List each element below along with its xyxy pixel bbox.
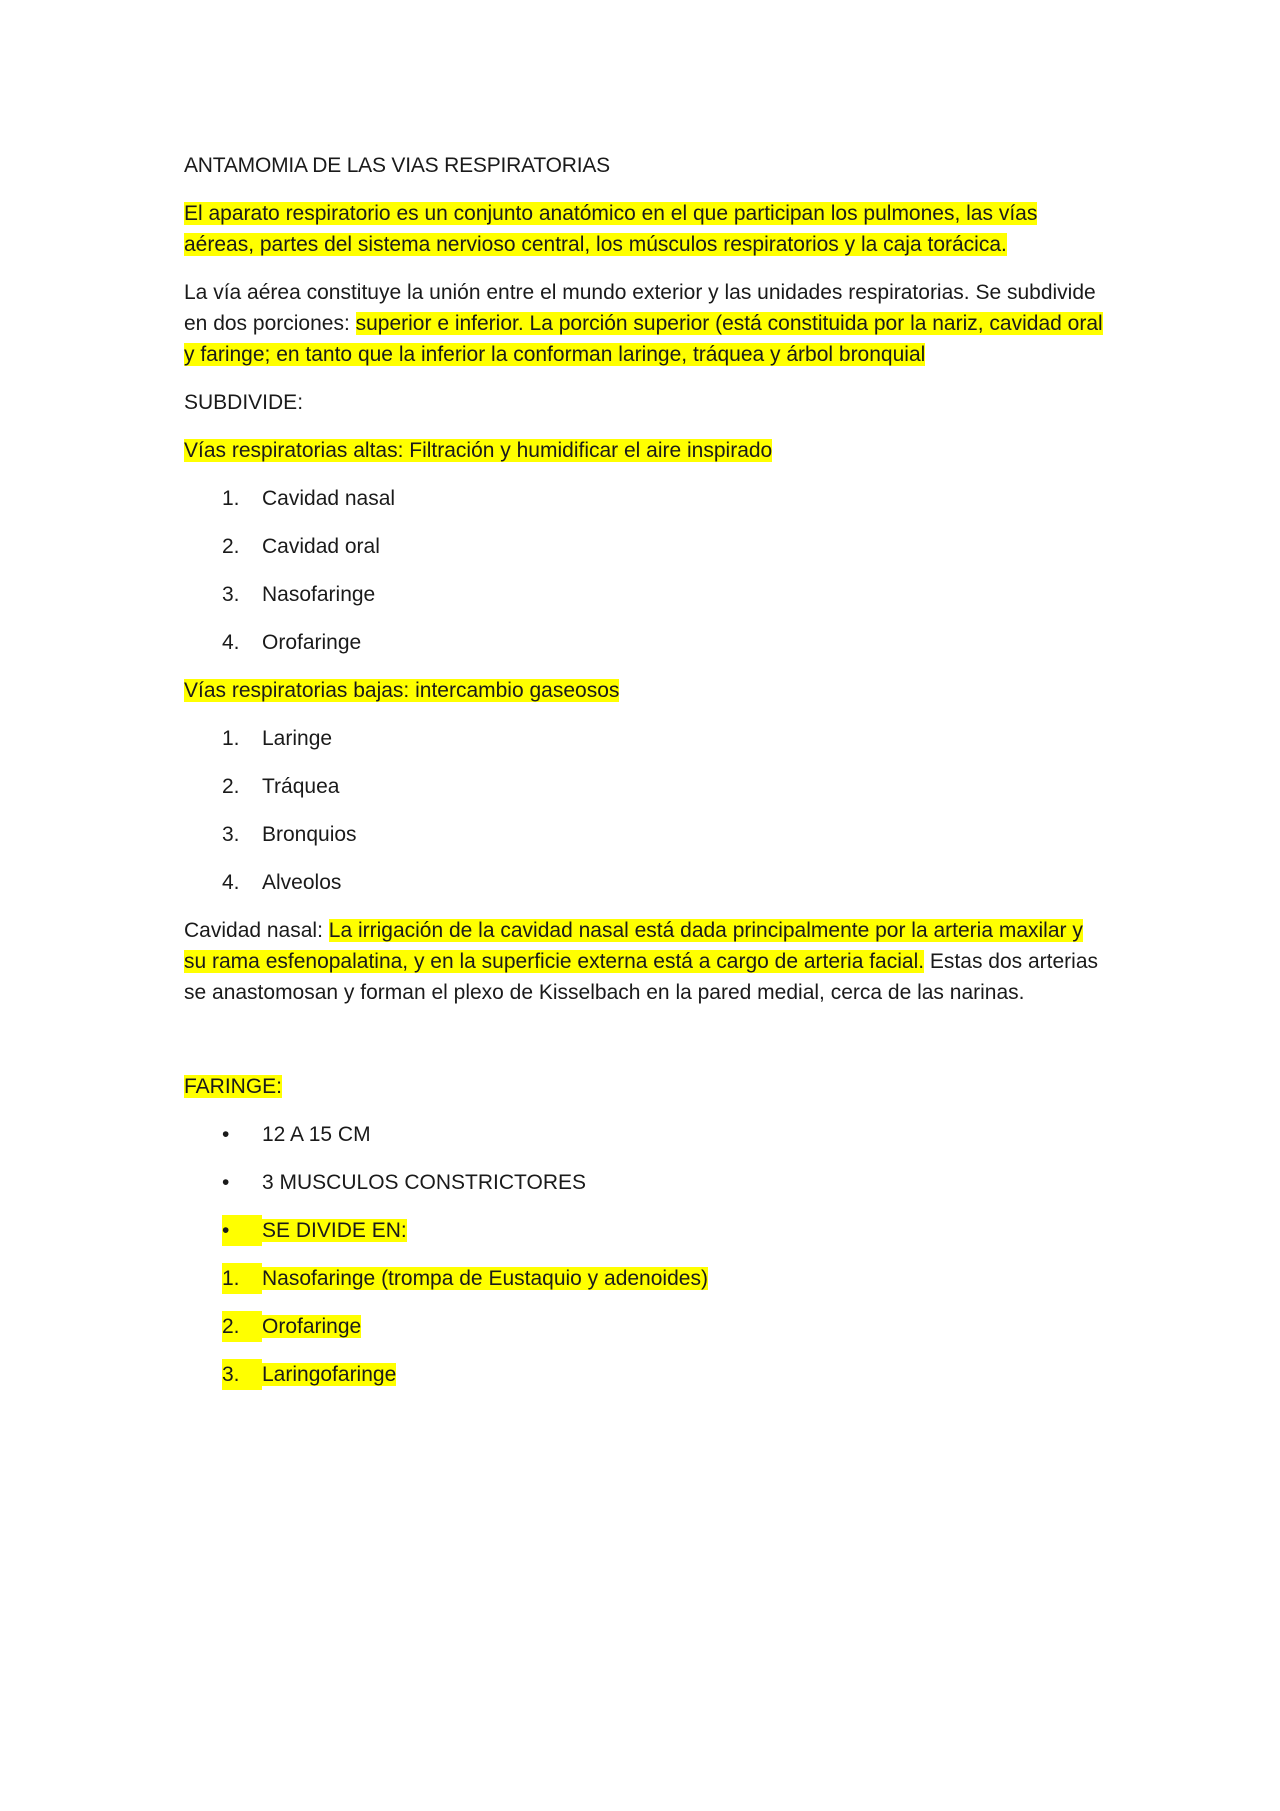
list-number: 4. [222,631,240,654]
nasal-cavity-label: Cavidad nasal: [184,919,329,942]
nasal-cavity-text: Estas dos arterias se anastomosan y forman el plexo de Kisselbach en la pared medial, cerca de las narinas. [184,950,1098,1004]
upper-airways-heading-text: Vías respiratorias altas: Filtración y humidificar el aire inspirado [184,439,773,462]
pharynx-heading-text: FARINGE: [184,1075,283,1098]
list-number: 3. [222,1359,262,1390]
document-body [184,150,1104,1407]
subdivide-label: SUBDIVIDE: [184,391,304,414]
bullet-item [184,1167,1104,1198]
list-item-text: Alveolos [262,871,342,894]
list-item [184,1359,1104,1390]
list-number: 4. [222,871,240,894]
lower-airways-heading-text: Vías respiratorias bajas: intercambio gaseosos [184,679,620,702]
blank-line [184,1025,1104,1071]
list-item-text: Nasofaringe [262,583,376,606]
upper-airways-heading [184,435,1104,466]
lower-airways-heading [184,675,1104,706]
list-item-text: Orofaringe [262,1315,362,1338]
list-number: 1. [222,487,240,510]
airway-text: La vía aérea constituye la unión entre el mundo exterior y las unidades respiratorias. Se subdivide en dos porciones: [184,281,1096,335]
airway-highlight: superior e inferior. La porción superior (está constituida por la nariz, cavidad oral y faringe; en tanto que la inferior la conforman laringe, tráquea y árbol bronquial [184,312,1103,366]
pharynx-list [184,1119,1104,1390]
list-item [184,579,1104,610]
document-title: ANTAMOMIA DE LAS VIAS RESPIRATORIAS [184,154,610,177]
list-item [184,531,1104,562]
pharynx-heading [184,1071,1104,1102]
list-item-text: Cavidad nasal [262,487,396,510]
bullet-item-text: 3 MUSCULOS CONSTRICTORES [262,1171,586,1194]
list-item [184,723,1104,754]
bullet-item-text: SE DIVIDE EN: [262,1219,407,1242]
list-number: 2. [222,775,240,798]
list-item [184,867,1104,898]
bullet-item-text: 12 A 15 CM [262,1123,371,1146]
list-item [184,819,1104,850]
lower-airways-list [184,723,1104,898]
list-item [184,1263,1104,1294]
list-item-text: Laringofaringe [262,1363,397,1386]
list-item-text: Cavidad oral [262,535,380,558]
intro-highlight: El aparato respiratorio es un conjunto anatómico en el que participan los pulmones, las vías aéreas, partes del sistema nervioso central, los músculos respiratorios y la caja torácica. [184,202,1038,256]
list-number: 1. [222,727,240,750]
list-number: 1. [222,1263,262,1294]
bullet-marker: • [222,1215,262,1246]
list-item-text: Tráquea [262,775,340,798]
list-item [184,627,1104,658]
bullet-item [184,1119,1104,1150]
upper-airways-list [184,483,1104,658]
list-number: 2. [222,535,240,558]
bullet-marker: • [222,1171,230,1194]
intro-paragraph [184,198,1104,260]
bullet-marker: • [222,1123,230,1146]
list-number: 3. [222,823,240,846]
list-item-text: Nasofaringe (trompa de Eustaquio y adenoides) [262,1267,708,1290]
list-number: 3. [222,583,240,606]
list-number: 2. [222,1311,262,1342]
list-item [184,1311,1104,1342]
list-item-text: Orofaringe [262,631,362,654]
airway-paragraph [184,277,1104,370]
list-item [184,483,1104,514]
nasal-cavity-paragraph [184,915,1104,1008]
list-item [184,771,1104,802]
list-item-text: Bronquios [262,823,357,846]
nasal-cavity-highlight: La irrigación de la cavidad nasal está dada principalmente por la arteria maxilar y su rama esfenopalatina, y en la superficie externa está a cargo de arteria facial. [184,919,1083,973]
list-item-text: Laringe [262,727,333,750]
bullet-item [184,1215,1104,1246]
